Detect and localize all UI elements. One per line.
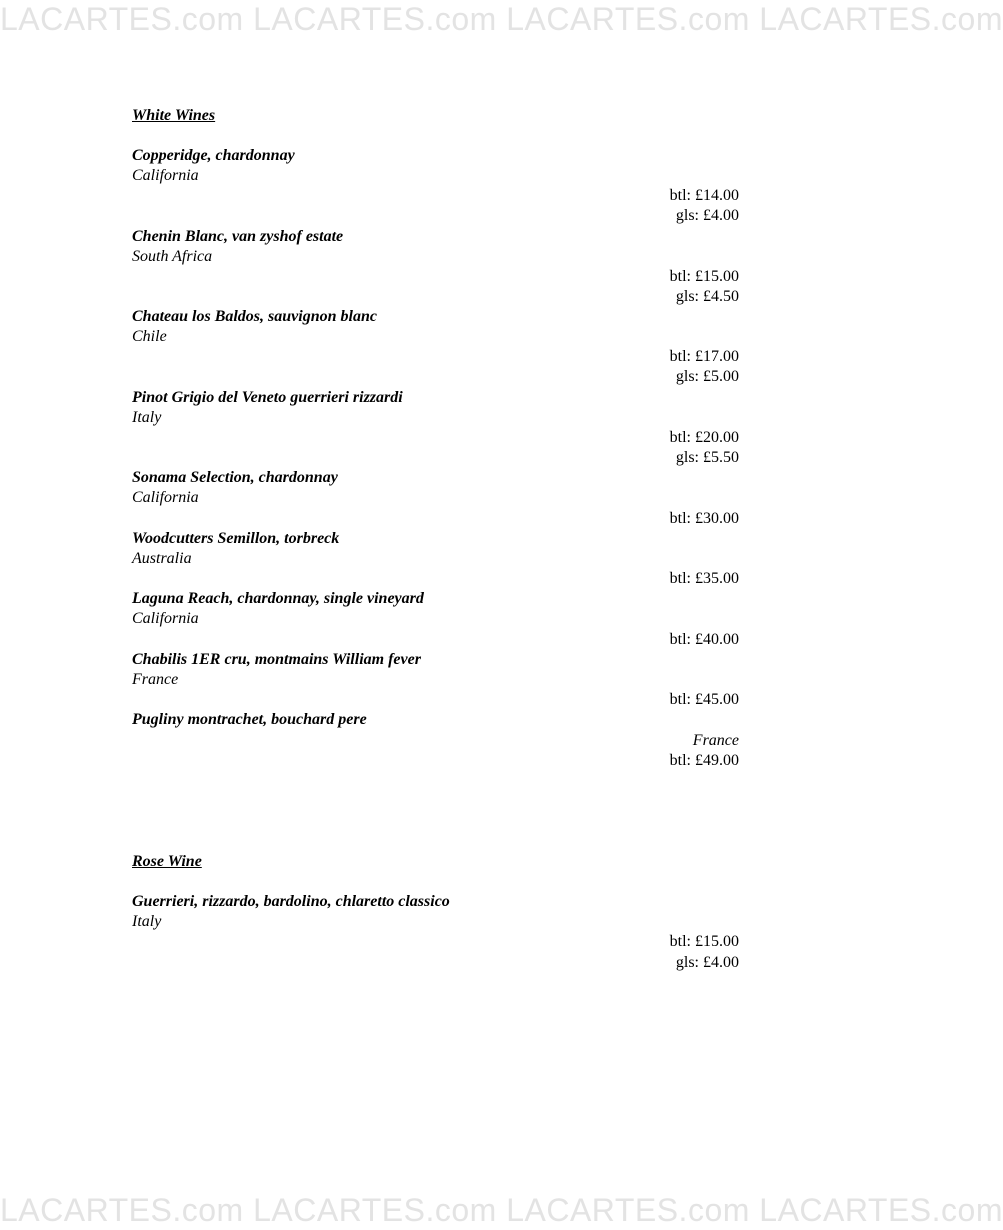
wine-origin: Italy — [132, 409, 162, 426]
rose-wine-heading: Rose Wine — [132, 853, 202, 870]
glass-price: gls: £4.00 — [675, 207, 739, 224]
wine-origin: Italy — [132, 913, 162, 930]
wine-name: Pugliny montrachet, bouchard pere — [132, 711, 367, 728]
wine-origin: South Africa — [132, 248, 213, 265]
bottle-price: btl: £20.00 — [669, 429, 739, 446]
bottle-price: btl: £49.00 — [669, 752, 739, 769]
bottle-price: btl: £15.00 — [669, 268, 739, 285]
wine-origin: Australia — [132, 550, 192, 567]
wine-origin: France — [692, 732, 739, 749]
bottle-price: btl: £15.00 — [669, 933, 739, 950]
watermark-bottom: LACARTES.com LACARTES.com LACARTES.com LACARTES.com — [0, 1192, 1003, 1228]
wine-name: Chabilis 1ER cru, montmains William fever — [132, 651, 421, 668]
wine-origin: California — [132, 167, 199, 184]
glass-price: gls: £5.00 — [675, 368, 739, 385]
wine-name: Guerrieri, rizzardo, bardolino, chlaretto classico — [132, 893, 450, 910]
bottle-price: btl: £35.00 — [669, 570, 739, 587]
glass-price: gls: £4.00 — [675, 954, 739, 971]
bottle-price: btl: £45.00 — [669, 691, 739, 708]
bottle-price: btl: £14.00 — [669, 187, 739, 204]
wine-origin: California — [132, 610, 199, 627]
bottle-price: btl: £40.00 — [669, 631, 739, 648]
wine-origin: California — [132, 489, 199, 506]
wine-name: Laguna Reach, chardonnay, single vineyard — [132, 590, 424, 607]
white-wines-heading: White Wines — [132, 107, 216, 124]
wine-origin: France — [132, 671, 179, 688]
wine-name: Sonama Selection, chardonnay — [132, 469, 338, 486]
wine-name: Copperidge, chardonnay — [132, 147, 295, 164]
wine-origin: Chile — [132, 328, 167, 345]
glass-price: gls: £5.50 — [675, 449, 739, 466]
wine-name: Chenin Blanc, van zyshof estate — [132, 228, 344, 245]
watermark-top: LACARTES.com LACARTES.com LACARTES.com LACARTES.com — [0, 1, 1003, 37]
wine-name: Woodcutters Semillon, torbreck — [132, 530, 340, 547]
wine-name: Pinot Grigio del Veneto guerrieri rizzardi — [132, 389, 403, 406]
glass-price: gls: £4.50 — [675, 288, 739, 305]
bottle-price: btl: £30.00 — [669, 510, 739, 527]
wine-name: Chateau los Baldos, sauvignon blanc — [132, 308, 377, 325]
bottle-price: btl: £17.00 — [669, 348, 739, 365]
